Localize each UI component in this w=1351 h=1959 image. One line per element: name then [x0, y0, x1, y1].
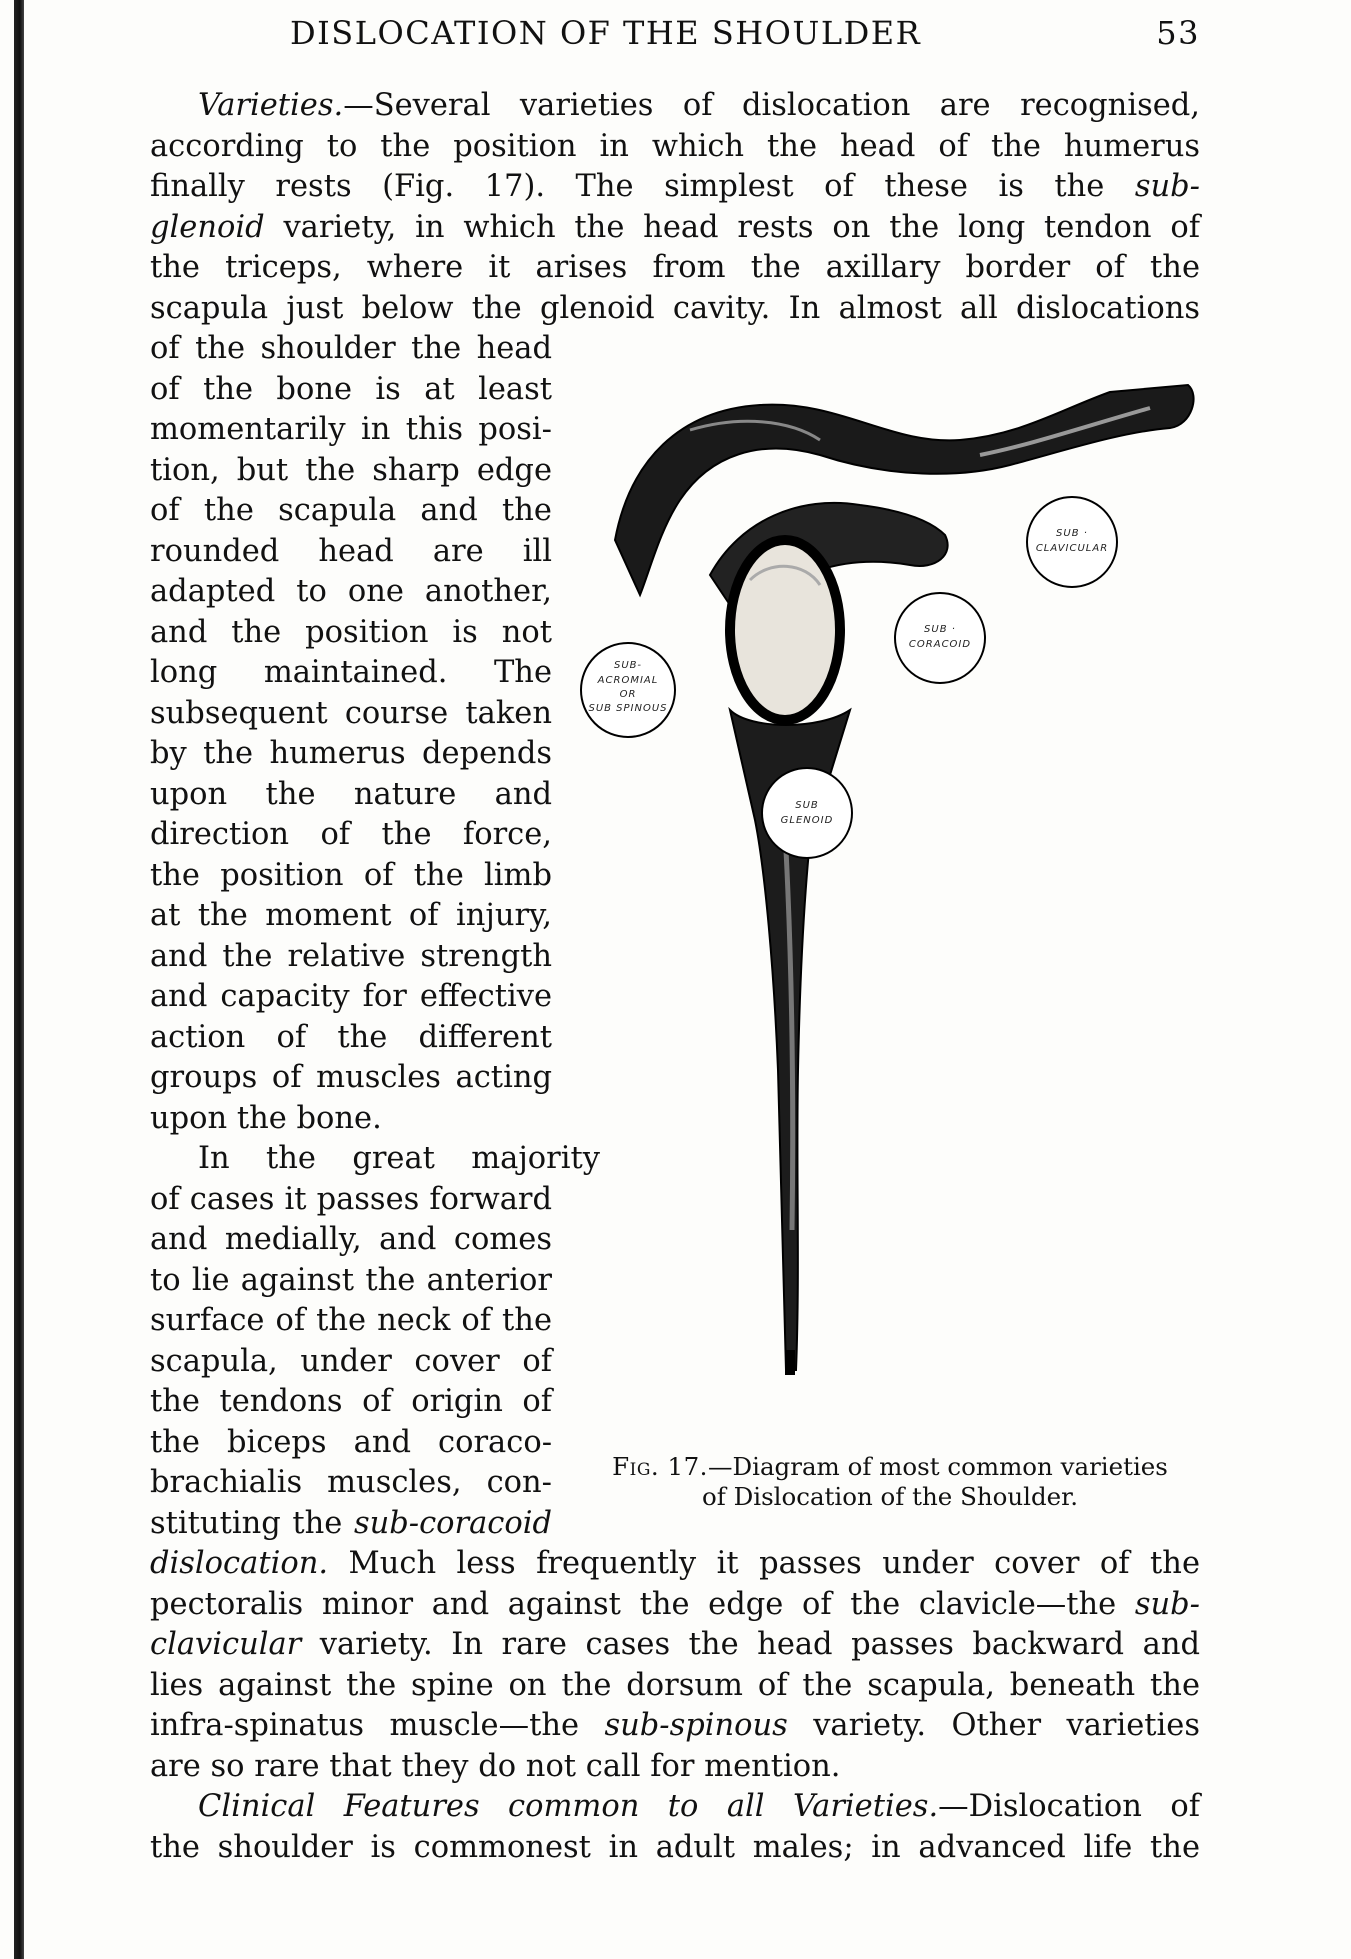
text-line: and medially, and comes	[150, 1222, 552, 1257]
svg-text:SUB: SUB	[795, 800, 819, 811]
svg-text:SUB SPINOUS: SUB SPINOUS	[588, 703, 668, 714]
svg-text:SUB ·: SUB ·	[1056, 528, 1088, 539]
shoulder-diagram	[560, 370, 1200, 1450]
text-line: infra-spinatus muscle—the sub-spinous variety. Other varieties	[150, 1708, 1200, 1743]
text-line: rounded head are ill	[150, 533, 552, 569]
text-line: long maintained. The	[150, 655, 552, 690]
text-line: scapula just below the glenoid cavity. In almost all dislocations	[150, 290, 1200, 326]
svg-text:ACROMIAL: ACROMIAL	[597, 675, 659, 686]
text-line: of the bone is at least	[150, 371, 552, 407]
figure-number: Fig. 17.	[612, 1452, 708, 1481]
paragraph-continuation	[150, 1544, 1200, 1868]
label-sub-clavicular	[1027, 497, 1117, 587]
label-sub-glenoid	[762, 768, 852, 858]
svg-text:SUB ·: SUB ·	[924, 624, 956, 635]
text-line: and the relative strength	[150, 938, 552, 974]
heading-varieties: Varieties.	[198, 88, 344, 123]
svg-text:CORACOID: CORACOID	[908, 639, 972, 650]
text-line: and the position is not	[150, 614, 552, 650]
text-line: pectoralis minor and against the edge of the clavicle—the sub-	[150, 1586, 1200, 1622]
text-line: In the great majority	[198, 1141, 600, 1176]
text-line: brachialis muscles, con-	[150, 1465, 552, 1500]
label-sub-acromial	[581, 643, 675, 737]
text-line: direction of the force,	[150, 817, 552, 852]
text-line: the position of the limb	[150, 857, 552, 893]
heading-clinical-features: Clinical Features common to all Varieties.	[198, 1789, 939, 1824]
running-title: DISLOCATION OF THE SHOULDER	[290, 14, 922, 52]
text-line: upon the bone.	[150, 1100, 382, 1136]
svg-text:SUB-: SUB-	[614, 660, 642, 671]
text-line: at the moment of injury,	[150, 898, 552, 933]
page-number: 53	[1156, 14, 1200, 52]
text-line: dislocation. Much less frequently it passes under cover of the	[150, 1546, 1200, 1581]
text-line: glenoid variety, in which the head rests on the long tendon of	[150, 209, 1200, 245]
svg-text:GLENOID: GLENOID	[780, 815, 834, 826]
text-line: adapted to one another,	[150, 574, 552, 609]
text-line: finally rests (Fig. 17). The simplest of these is the sub-	[150, 169, 1200, 204]
narrow-column-text	[150, 329, 600, 1544]
text-line: momentarily in this posi-	[150, 412, 552, 447]
label-sub-coracoid	[895, 593, 985, 683]
text-line: the shoulder is commonest in adult males; in advanced life the	[150, 1829, 1200, 1865]
text-line: the triceps, where it arises from the axillary border of the	[150, 250, 1200, 285]
text-line: of the scapula and the	[150, 493, 552, 528]
text-line: groups of muscles acting	[150, 1060, 552, 1095]
text-line: are so rare that they do not call for mention.	[150, 1748, 841, 1784]
text-line: of cases it passes forward	[150, 1181, 552, 1217]
svg-text:CLAVICULAR: CLAVICULAR	[1035, 543, 1109, 554]
text-line: clavicular variety. In rare cases the head passes backward and	[150, 1627, 1200, 1662]
paragraph-varieties	[150, 86, 1200, 329]
text-line: to lie against the anterior	[150, 1262, 552, 1298]
text-line: subsequent course taken	[150, 695, 552, 731]
text-line: stituting the sub-coracoid	[150, 1505, 552, 1541]
figure-17-diagram	[560, 370, 1200, 1450]
book-spine-edge	[14, 0, 24, 1959]
text-line: action of the different	[150, 1019, 552, 1055]
text-line: by the humerus depends	[150, 736, 552, 771]
text-line: lies against the spine on the dorsum of the scapula, beneath the	[150, 1667, 1200, 1703]
text-line: Varieties.—Several varieties of dislocation are recognised,	[198, 88, 1200, 123]
text-line: Clinical Features common to all Varieties.—Dislocation of	[198, 1789, 1200, 1824]
text-line: upon the nature and	[150, 776, 552, 812]
running-header	[290, 14, 1200, 64]
text-line: surface of the neck of the	[150, 1303, 552, 1338]
text-line: scapula, under cover of	[150, 1343, 552, 1379]
text-line: and capacity for effective	[150, 979, 552, 1014]
text-line: according to the position in which the head of the humerus	[150, 128, 1200, 164]
figure-caption: Fig. 17.—Diagram of most common varieties of Dislocation of the Shoulder.	[612, 1452, 1168, 1511]
text-line: the biceps and coraco-	[150, 1424, 552, 1460]
text-line: tion, but the sharp edge	[150, 452, 552, 488]
svg-text:OR: OR	[619, 689, 637, 700]
text-line: the tendons of origin of	[150, 1384, 552, 1419]
text-line: of the shoulder the head	[150, 331, 552, 366]
